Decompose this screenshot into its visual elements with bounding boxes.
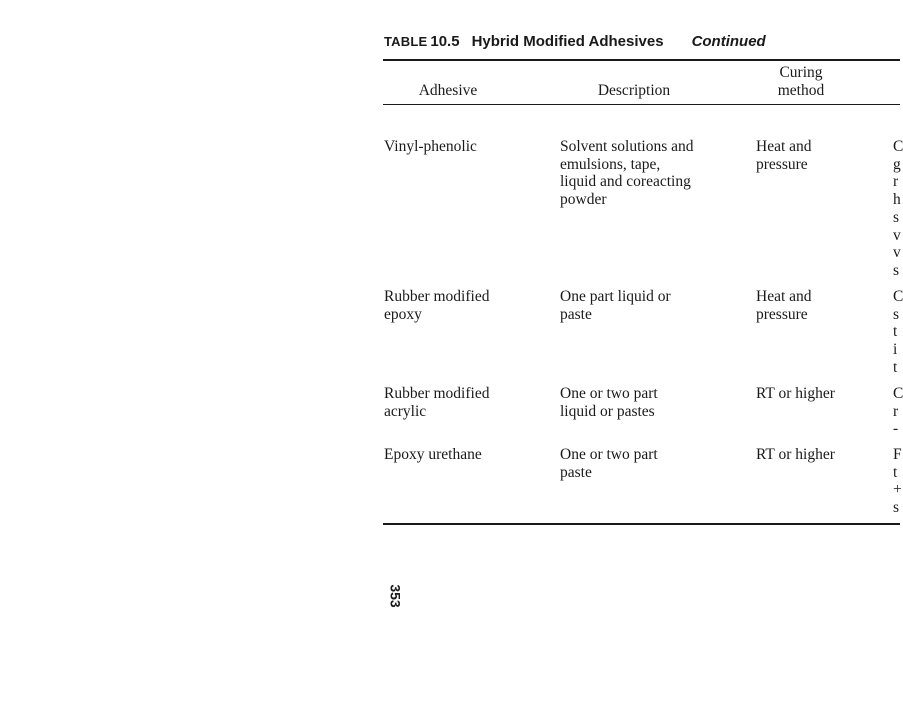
cell-curing-method: Heat and pressure bbox=[756, 288, 812, 323]
header-description: Description bbox=[597, 82, 671, 99]
table-top-rule bbox=[383, 59, 900, 61]
cell-description: One or two part paste bbox=[560, 446, 658, 481]
cell-adhesive: Rubber modified epoxy bbox=[384, 288, 490, 323]
cell-adhesive: Rubber modified acrylic bbox=[384, 385, 490, 420]
cell-adhesive: Vinyl-phenolic bbox=[384, 138, 477, 155]
header-curing-method: Curing method bbox=[777, 64, 825, 99]
table-label: TABLE bbox=[384, 34, 428, 49]
page-number-text: 353 bbox=[388, 584, 405, 608]
cell-description: Solvent solutions and emulsions, tape, liquid and coreacting powder bbox=[560, 138, 694, 209]
cell-description: One part liquid or paste bbox=[560, 288, 671, 323]
cell-cut-off: F t + s bbox=[893, 446, 902, 517]
header-rule bbox=[383, 104, 900, 105]
cell-adhesive: Epoxy urethane bbox=[384, 446, 482, 463]
cell-cut-off: C s t i t bbox=[893, 288, 903, 376]
header-adhesive: Adhesive bbox=[418, 82, 478, 99]
cell-cut-off: C g r h s v v s bbox=[893, 138, 903, 279]
table-caption bbox=[384, 33, 766, 51]
page-number bbox=[386, 584, 406, 608]
cell-description: One or two part liquid or pastes bbox=[560, 385, 658, 420]
continued-label: Continued bbox=[691, 33, 766, 50]
table-title: Hybrid Modified Adhesives bbox=[471, 33, 664, 50]
cell-curing-method: RT or higher bbox=[756, 385, 835, 402]
cell-curing-method: RT or higher bbox=[756, 446, 835, 463]
table-bottom-rule bbox=[383, 523, 900, 525]
cell-curing-method: Heat and pressure bbox=[756, 138, 812, 173]
cell-cut-off: C r - bbox=[893, 385, 903, 438]
table-number: 10.5 bbox=[430, 33, 460, 50]
